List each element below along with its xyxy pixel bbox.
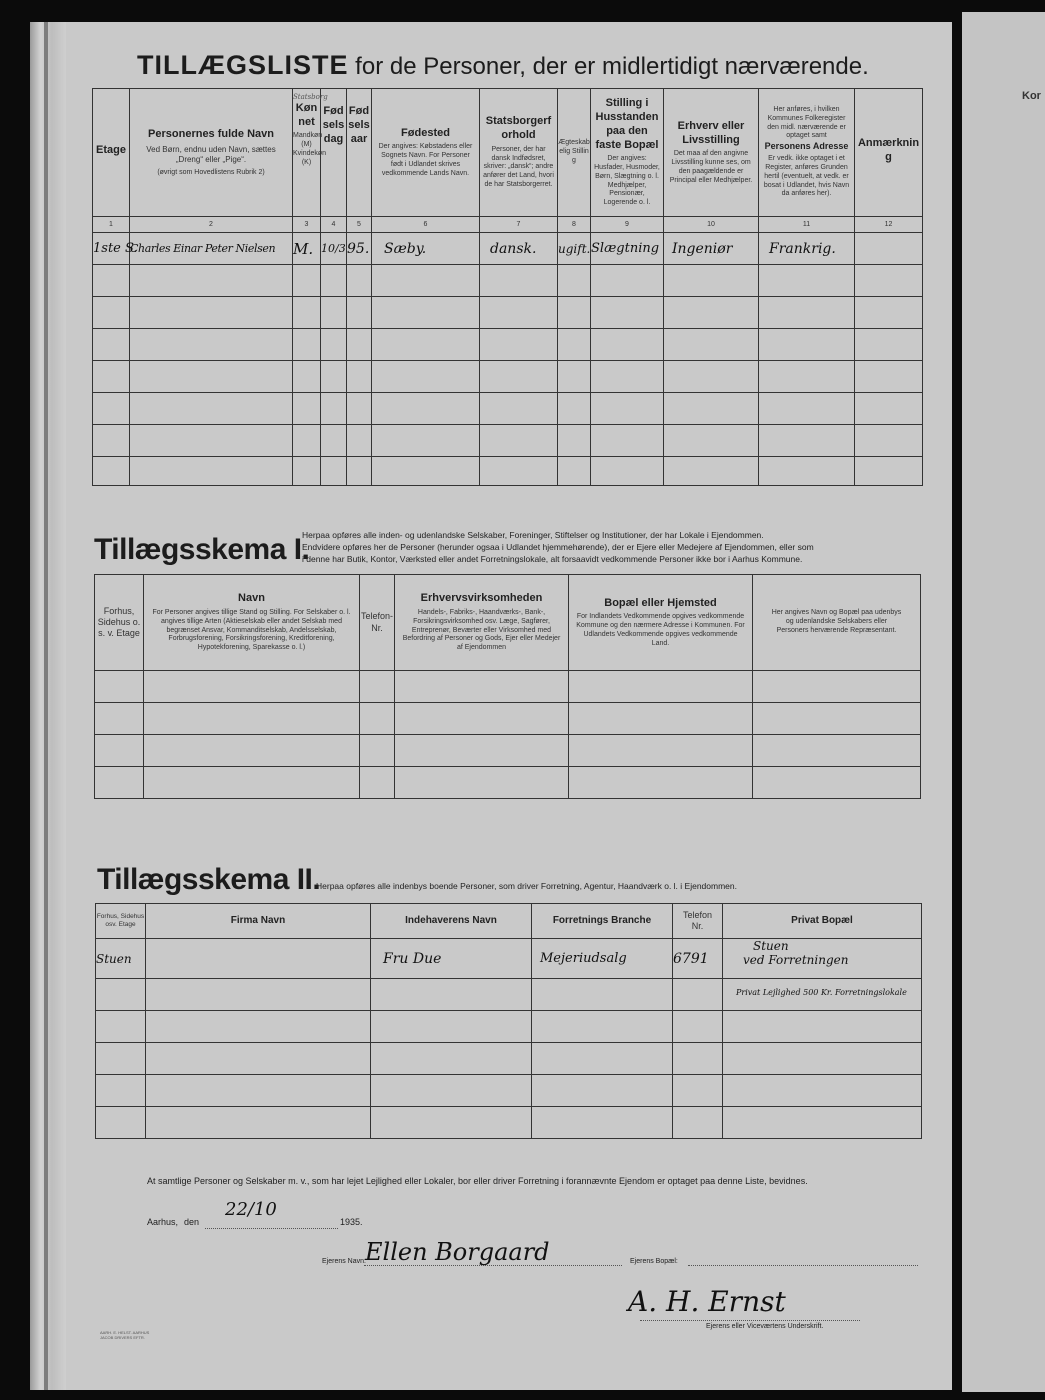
skema2-header-owner: Indehaverens Navn [371,904,532,939]
owner-address-line [688,1265,918,1266]
table-row [95,767,921,799]
city-label: Aarhus, [147,1217,179,1227]
skema1-header-phone: Telefon-Nr. [360,575,395,671]
col-num: 1 [93,217,130,233]
skema1-header-etage: Forhus, Sidehus o. s. v. Etage [95,575,144,671]
skema2-row-branch: Mejeriudsalg [532,939,673,979]
table-row [93,265,923,297]
header-birthyear: Fødselsaar [347,89,372,217]
skema2-description: Herpaa opføres alle indenbys boende Personer, som driver Forretning, Agentur, Haandværk o. l. i Ejendommen. [316,881,737,891]
owner-name-label: Ejerens Navn: [322,1258,366,1265]
main-table [92,88,923,486]
skema2-header-phone: Telefon Nr. [673,904,723,939]
table-row [93,393,923,425]
header-remarks: Anmærkning [855,89,923,217]
col-num: 12 [855,217,923,233]
col-num: 8 [558,217,591,233]
col-num: 6 [372,217,480,233]
skema2-row-phone: 6791 [673,939,723,979]
row-birthyear: 95. [347,233,372,265]
skema1-header-residence: Bopæl eller Hjemsted For Indlandets Vedkommende opgives vedkommende Kommune og den nærmere Adresse i Kommunen. For Udlandets Vedkommende opgives vedkommende Land. [569,575,753,671]
row-register: Frankrig. [759,233,855,265]
table-row [93,457,923,486]
owner-signature: Ellen Borgaard [365,1238,550,1266]
skema1-description: Herpaa opføres alle inden- og udenlandske Selskaber, Foreninger, Stiftelser og Institutioner, der har Lokale i Ejendommen. Endvidere opføres her de Personer (herunder ogsaa i Udlandet hjemmehørende), der er Ejere eller Medejere af Ejendommen, eller som i denne har Butik, Kontor, Værksted eller andet Forretningslokale, alt forsaavidt vedkommende Personer ikke bor i Aarhus Kommune. [302,530,814,564]
skema1-header-row [95,575,921,671]
table-row [96,939,922,979]
skema2-table [95,903,922,1139]
row-name: Charles Einar Peter Nielsen [130,233,293,265]
administrator-line [640,1320,860,1321]
table-row [93,361,923,393]
skema2-header-row [96,904,922,939]
row-household: Slægtning [591,233,664,265]
col-num: 9 [591,217,664,233]
binding-spine [30,22,66,1390]
skema1-header-business: Erhvervsvirksomheden Handels-, Fabriks-, Haandværks-, Bank-, Forsikringsvirksomhed osv. Læge, Sagfører, Entreprenør, Beværter eller Virksomhed med Befordring af Personer og Gods, Ejer eller Medejer af Ejendommen [395,575,569,671]
adjacent-page [962,12,1045,1392]
date-line [205,1228,338,1229]
row-occupation: Ingeniør [664,233,759,265]
col-num: 10 [664,217,759,233]
table-row [96,1075,922,1107]
table-row [96,1107,922,1139]
printer-imprint: AARH. E. HELST. AARHUS JACOB DRIVERS EFTR. [100,1330,150,1340]
skema1-title: Tillægsskema I. [94,533,310,566]
skema2-header-address: Privat Bopæl [723,904,922,939]
page-title [137,50,869,81]
col-num: 11 [759,217,855,233]
header-birthplace: Fødested Der angives: Købstadens eller Sognets Navn. For Personer født i Udlandet skrives vedkommende Lands Navn. [372,89,480,217]
row-birthday: 10/3 [321,233,347,265]
page-title-rest: for de Personer, der er midlertidigt nærværende. [355,53,869,80]
row-etage: 1ste S. [93,233,130,265]
den-label: den [184,1217,200,1227]
attestation-text: At samtlige Personer og Selskaber m. v., som har lejet Lejlighed eller Lokaler, bor eller driver Forretning i forannævnte Ejendom er optaget paa denne Liste, bevidnes. [147,1176,808,1186]
header-occupation: Erhverv eller Livsstilling Det maa af den angivne Livsstilling kunne ses, om den paagældende er Principal eller Medhjælper. [664,89,759,217]
date-value: 22/10 [225,1199,277,1220]
skema2-row-address: Stuen ved Forretningen [723,939,922,979]
col-num: 5 [347,217,372,233]
row-marital: ugift. [558,233,591,265]
col-num: 2 [130,217,293,233]
administrator-label: Ejerens eller Viceværtens Underskrift. [706,1323,824,1330]
column-numbers-row [93,217,923,233]
row-citizenship: dansk. [480,233,558,265]
skema1-table [94,574,921,799]
header-marital: Ægteskabelig Stilling [558,89,591,217]
administrator-signature: A. H. Ernst [628,1285,786,1318]
year-label: 1935. [340,1217,363,1227]
table-row [96,1011,922,1043]
table-row [93,233,923,265]
main-table-header-row [93,89,923,217]
col-num: 3 [293,217,321,233]
table-row [93,425,923,457]
skema2-row-note: Privat Lejlighed 500 Kr. Forretningslokale [736,988,907,997]
header-citizenship: Statsborgerforhold Personer, der har dansk Indfødsret, skriver: „dansk“; andre anfører det Land, hvori de har Statsborgerret. [480,89,558,217]
table-row [95,703,921,735]
skema1-header-representative: Her angives Navn og Bopæl paa udenbys og udenlandske Selskabers eller Personers herværende Repræsentant. [753,575,921,671]
row-birthplace: Sæby. [372,233,480,265]
table-row [93,329,923,361]
skema2-row-owner: Fru Due [371,939,532,979]
skema2-title: Tillægsskema II. [97,863,321,896]
skema2-header-firm: Firma Navn [146,904,371,939]
skema1-header-name: Navn For Personer angives tillige Stand og Stilling. For Selskaber o. l. angives tillige Arten (Aktieselskab eller andet Selskab med begrænset Ansvar, Kommanditselskab, Andelsselskab, Forbrugsforening, Forsikringsforening, Kreditforening, Hypotekforening, Sparekasse o. l.) [144,575,360,671]
table-row [96,1043,922,1075]
header-household: Stilling i Husstanden paa den faste Bopæl Der angives: Husfader, Husmoder, Børn, Slægtning o. l. Medhjælper, Pensionær, Logerende o. l. [591,89,664,217]
skema2-row-firm [146,939,371,979]
header-address: Her anføres, i hvilken Kommunes Folkeregister den midl. nærværende er optaget samt Personens Adresse Er vedk. ikke optaget i et Register, anføres Grunden hertil (eventuelt, at vedk. er bosat i Udlandet, hvis Navn da anføres her). [759,89,855,217]
header-name: Personernes fulde Navn Ved Børn, endnu uden Navn, sættes „Dreng“ eller „Pige“. (øvrigt som Hovedlistens Rubrik 2) [130,89,293,217]
header-sex: Statsborg Kønnet Mandkøn (M) Kvindekøn (K) [293,89,321,217]
owner-address-label: Ejerens Bopæl: [630,1258,678,1265]
adjacent-page-heading: Kor [1022,90,1041,102]
skema2-row-etage: Stuen [96,939,146,979]
header-etage: Etage [93,89,130,217]
row-sex: M. [293,233,321,265]
skema2-header-etage: Forhus, Sidehus osv. Etage [96,904,146,939]
table-row [95,735,921,767]
skema2-header-branch: Forretnings Branche [532,904,673,939]
page-title-bold: TILLÆGSLISTE [137,50,349,80]
header-birthday: Fødselsdag [321,89,347,217]
row-remarks [855,233,923,265]
table-row [93,297,923,329]
col-num: 4 [321,217,347,233]
table-row [95,671,921,703]
col-num: 7 [480,217,558,233]
